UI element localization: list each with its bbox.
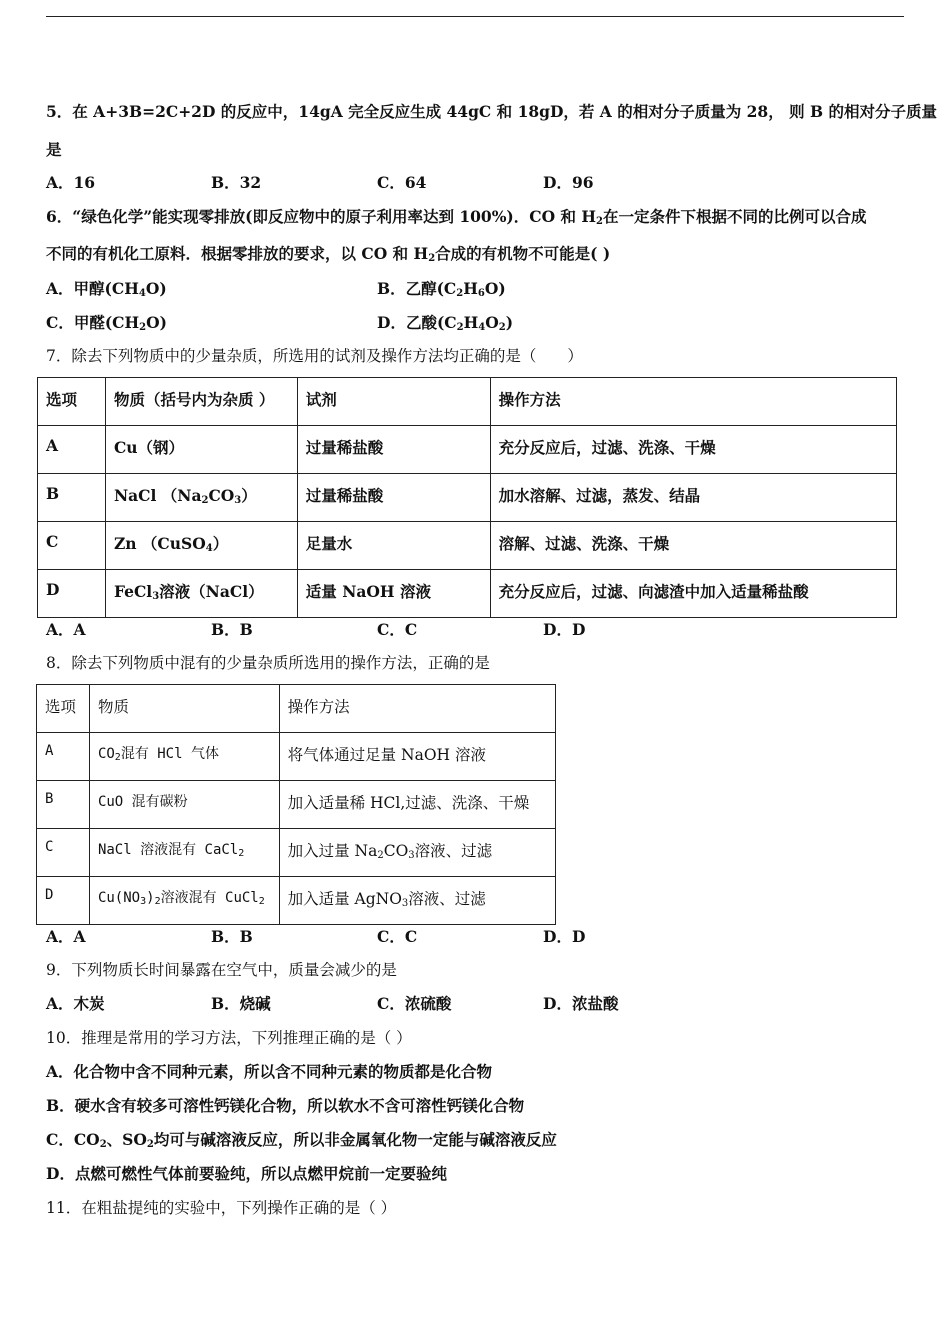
table-cell: 充分反应后，过滤、洗涤、干燥 [490,426,896,474]
q10-option-b: B．硬水含有较多可溶性钙镁化合物，所以软水不含可溶性钙镁化合物 [46,1096,525,1115]
table-cell: CuO 混有碳粉 [89,781,279,829]
table-cell: A [37,733,90,781]
q7-table [37,377,897,618]
table-row [38,474,897,522]
header-rule [46,16,904,17]
table-header-cell: 操作方法 [279,685,555,733]
q6-stem-line1: 6．“绿色化学”能实现零排放(即反应物中的原子利用率达到 100%)．CO 和 $H_2$在一定条件下根据不同的比例可以合成 [46,207,867,227]
table-cell: 适量 NaOH 溶液 [297,570,490,618]
q8-option-b: B．B [211,927,253,946]
table-cell: 加水溶解、过滤，蒸发、结晶 [490,474,896,522]
q6-option-c: C．甲醛$(CH_2O)$ [46,313,167,333]
table-cell: D [38,570,106,618]
table-cell: D [37,877,90,925]
q5-option-d: D．96 [543,173,594,192]
q9-stem: 9．下列物质长时间暴露在空气中，质量会减少的是 [46,961,397,979]
q6-option-a: A．甲醇$(CH_4O)$ [46,279,167,299]
table-row [38,522,897,570]
q10-option-c: C．$CO_2$、$SO_2$均可与碱溶液反应，所以非金属氧化物一定能与碱溶液反应 [46,1130,557,1150]
q8-option-d: D．D [543,927,586,946]
table-cell: C [38,522,106,570]
table-cell: 加入过量 $Na_2CO_3$溶液、过滤 [279,829,555,877]
q8-table [36,684,556,925]
table-row [38,570,897,618]
table-row [37,829,556,877]
q9-option-a: A．木炭 [46,994,105,1013]
table-cell: NaCl $(Na_2CO_3)$ [105,474,297,522]
q9-option-d: D．浓盐酸 [543,994,619,1013]
table-cell: 溶解、过滤、洗涤、干燥 [490,522,896,570]
table-cell: 过量稀盐酸 [297,426,490,474]
q5-option-a: A．16 [46,173,96,192]
table-cell: 加入适量稀 HCl,过滤、洗涤、干燥 [279,781,555,829]
table-cell: FeCl$_3$溶液（NaCl） [105,570,297,618]
q10-option-d: D．点燃可燃性气体前要验纯，所以点燃甲烷前一定要验纯 [46,1164,447,1183]
table-cell: B [38,474,106,522]
q10-stem: 10．推理是常用的学习方法，下列推理正确的是（ ） [46,1029,412,1047]
q6-option-b: B．乙醇$(C_2H_6O)$ [377,279,506,299]
q11-stem: 11．在粗盐提纯的实验中，下列操作正确的是（ ） [46,1199,397,1217]
table-cell: $Cu(NO_3)_2$溶液混有 CuCl$_2$ [89,877,279,925]
q5-stem: 5．在 A+3B=2C+2D 的反应中，14gA 完全反应生成 44gC 和 18gD，若 A 的相对分子质量为 28， 则 B 的相对分子质量 [46,102,937,121]
q8-stem: 8．除去下列物质中混有的少量杂质所选用的操作方法，正确的是 [46,654,490,672]
table-cell: C [37,829,90,877]
q5-stem-cont: 是 [46,140,62,159]
q5-option-b: B．32 [211,173,262,192]
q6-stem-line2: 不同的有机化工原料．根据零排放的要求，以 CO 和 $H_2$合成的有机物不可能是( ) [46,244,611,264]
table-cell: Cu（钢） [105,426,297,474]
table-header-cell: 操作方法 [490,378,896,426]
q8-option-a: A．A [46,927,86,946]
table-header-cell: 选项 [38,378,106,426]
q9-option-b: B．烧碱 [211,994,271,1013]
table-row [37,877,556,925]
q10-option-a: A．化合物中含不同种元素，所以含不同种元素的物质都是化合物 [46,1062,493,1081]
table-cell: 将气体通过足量 NaOH 溶液 [279,733,555,781]
q7-option-a: A．A [46,620,86,639]
table-cell: Zn （CuSO$_4$） [105,522,297,570]
table-cell: $CO_2$混有 HCl 气体 [89,733,279,781]
table-header-cell: 试剂 [297,378,490,426]
table-cell: 充分反应后，过滤、向滤渣中加入适量稀盐酸 [490,570,896,618]
q9-option-c: C．浓硫酸 [377,994,452,1013]
q5-option-c: C．64 [377,173,427,192]
q7-option-b: B．B [211,620,253,639]
table-cell: A [38,426,106,474]
table-cell: NaCl 溶液混有 CaCl$_2$ [89,829,279,877]
table-header-cell: 物质（括号内为杂质 ） [105,378,297,426]
table-row [37,781,556,829]
table-cell: 过量稀盐酸 [297,474,490,522]
table-row [38,426,897,474]
table-row [37,733,556,781]
table-header-row [37,685,556,733]
q7-stem: 7．除去下列物质中的少量杂质，所选用的试剂及操作方法均正确的是（ ） [46,347,583,365]
table-header-row [38,378,897,426]
table-cell: B [37,781,90,829]
table-header-cell: 选项 [37,685,90,733]
table-cell: 足量水 [297,522,490,570]
q6-option-d: D．乙酸$(C_2H_4O_2)$ [377,313,514,333]
q8-option-c: C．C [377,927,418,946]
q7-option-c: C．C [377,620,418,639]
table-cell: 加入适量 AgNO$_3$溶液、过滤 [279,877,555,925]
table-header-cell: 物质 [89,685,279,733]
q7-option-d: D．D [543,620,586,639]
